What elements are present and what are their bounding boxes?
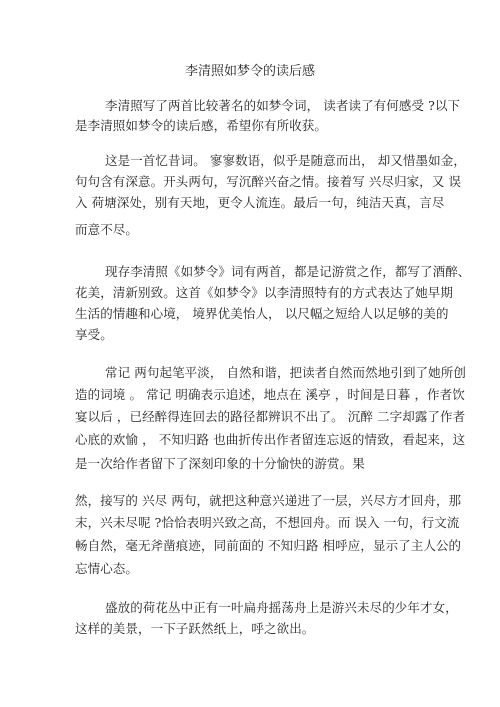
paragraph-line: 入 荷塘深处，别有天地，更令人流连。最后一句，纯洁天真，言尽	[75, 195, 445, 210]
paragraph-line: 常记 两句起笔平淡， 自然和谐，把读者自然而然地引到了她所创	[105, 365, 466, 380]
document-title: 李清照如梦令的读后感	[184, 64, 315, 79]
paragraph-line: 享受。	[75, 327, 113, 342]
paragraph-line: 造的词境 。 常记 明确表示追述，地点在 溪亭 ，时间是日暮 ，作者饮	[75, 387, 465, 402]
paragraph-line: 宴以后 ，已经醉得连回去的路径都辨识不出了。 沉醉 二字却露了作者	[75, 409, 466, 424]
paragraph-line: 心底的欢愉 ， 不知归路 也曲折传出作者留连忘返的情致，看起来，这	[75, 432, 466, 447]
paragraph-line: 现存李清照《如梦令》词有两首，都是记游赏之作，都写了酒醉、	[105, 264, 471, 279]
paragraph-line: 这样的美景，一下子跃然纸上，呼之欲出。	[75, 621, 315, 636]
paragraph-line: 末，兴未尽呢 ?恰恰表明兴致之高，不想回舟。而 误入 一句，行文流	[75, 515, 460, 530]
paragraph-line: 李清照写了两首比较著名的如梦令词， 读者读了有何感受 ?以下	[105, 98, 461, 113]
paragraph-line: 是一次给作者留下了深刻印象的十分愉快的游赏。果	[75, 456, 365, 471]
paragraph-line: 生活的情趣和心境， 境界优美怡人， 以尺幅之短给人以足够的美的	[75, 306, 449, 321]
paragraph-line: 句句含有深意。开头两句，写沉醉兴奋之情。接着写 兴尽归家，又 误	[75, 174, 462, 189]
paragraph-line: 然，接写的 兴尽 两句，就把这种意兴递进了一层，兴尽方才回舟，那	[75, 493, 462, 508]
paragraph-line: 这是一首忆昔词。 寥寥数语，似乎是随意而出， 却又惜墨如金，	[105, 153, 466, 168]
paragraph-line: 是李清照如梦令的读后感，希望你有所收获。	[75, 118, 328, 133]
paragraph-line: 忘情心态。	[75, 561, 139, 576]
paragraph-line: 花美，清新别致。这首《如梦令》以李清照特有的方式表达了她早期	[75, 285, 454, 300]
paragraph-line: 而意不尽。	[75, 222, 139, 237]
paragraph-line: 盛放的荷花丛中正有一叶扁舟摇荡舟上是游兴未尽的少年才女，	[105, 600, 458, 615]
paragraph-line: 畅自然，毫无斧凿痕迹，同前面的 不知归路 相呼应，显示了主人公的	[75, 538, 462, 553]
